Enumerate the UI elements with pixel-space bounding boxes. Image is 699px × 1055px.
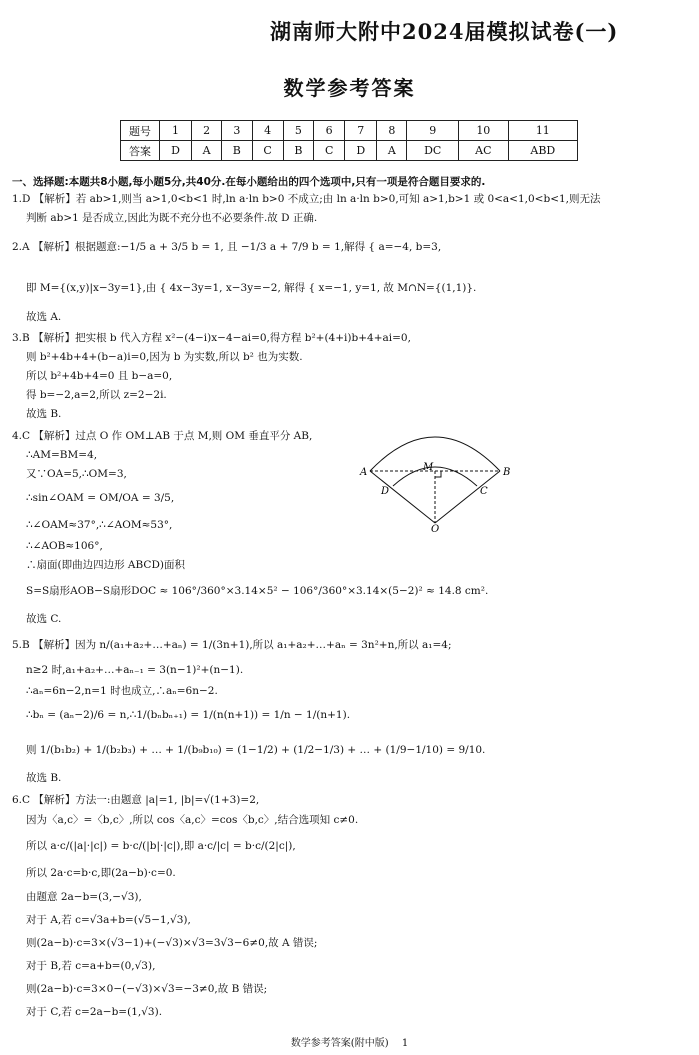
solution-line: 则 b²+4b+4+(b−a)i=0,因为 b 为实数,所以 b² 也为实数.: [26, 351, 303, 363]
table-cell: A: [192, 141, 222, 161]
solution-line: 6.C 【解析】方法一:由题意 |a|=1, |b|=√(1+3)=2,: [12, 794, 260, 806]
table-cell: 2: [192, 121, 222, 141]
solution-line: 得 b=−2,a=2,所以 z=2−2i.: [26, 389, 167, 401]
solution-line: 故选 A.: [26, 311, 62, 323]
label-d: D: [381, 486, 390, 497]
footer-text: 数学参考答案(附中版): [290, 1038, 389, 1049]
table-cell: 3: [222, 121, 252, 141]
table-cell: 4: [252, 121, 283, 141]
table-cell: C: [252, 141, 283, 161]
answer-table: [120, 120, 578, 161]
solution-line: 所以 b²+4b+4=0 且 b−a=0,: [26, 370, 173, 382]
table-cell: 5: [283, 121, 313, 141]
section-heading: 一、选择题:本题共8小题,每小题5分,共40分.在每小题给出的四个选项中,只有一项是符合题目要求的.: [12, 176, 486, 188]
table-cell: D: [345, 141, 377, 161]
page-footer: [0, 1034, 699, 1049]
solution-line: 所以 2a·c=b·c,即(2a−b)·c=0.: [26, 867, 176, 879]
table-cell: C: [314, 141, 345, 161]
solution-line: n≥2 时,a₁+a₂+…+aₙ₋₁ = 3(n−1)²+(n−1).: [26, 664, 244, 676]
row-label-number: 题号: [121, 121, 160, 141]
table-cell: B: [222, 141, 252, 161]
solution-line: 对于 B,若 c=a+b=(0,√3),: [26, 960, 156, 972]
label-m: M: [423, 462, 434, 473]
table-cell: 7: [345, 121, 377, 141]
table-cell: 11: [508, 121, 577, 141]
solution-line: ∴扇面(即曲边四边形 ABCD)面积: [26, 559, 185, 571]
solution-line: 故选 C.: [26, 613, 62, 625]
solution-line: 判断 ab>1 是否成立,因此为既不充分也不必要条件.故 D 正确.: [26, 212, 318, 224]
row-label-answer: 答案: [121, 141, 160, 161]
solution-line: 1.D 【解析】若 ab>1,则当 a>1,0<b<1 时,ln a·ln b>0 不成立;由 ln a·ln b>0,可知 a>1,b>1 或 0<a<1,0<b<1,则无法: [12, 193, 601, 205]
solution-line: 2.A 【解析】根据题意:−1/5 a + 3/5 b = 1, 且 −1/3 a + 7/9 b = 1,解得 { a=−4, b=3,: [12, 241, 442, 253]
solution-line: 4.C 【解析】过点 O 作 OM⊥AB 于点 M,则 OM 垂直平分 AB,: [12, 430, 313, 442]
table-cell: 6: [314, 121, 345, 141]
solution-line: 则(2a−b)·c=3×(√3−1)+(−√3)×√3=3√3−6≠0,故 A 错误;: [26, 937, 318, 949]
solution-line: ∴sin∠OAM = OM/OA = 3/5,: [26, 492, 175, 504]
solution-line: 故选 B.: [26, 408, 62, 420]
solution-line: 则 1/(b₁b₂) + 1/(b₂b₃) + … + 1/(b₉b₁₀) = (1−1/2) + (1/2−1/3) + … + (1/9−1/10) = 9/10.: [26, 744, 486, 756]
label-a: A: [360, 467, 368, 478]
page-number: 1: [401, 1038, 409, 1049]
table-cell: A: [377, 141, 407, 161]
solution-line: ∴∠AOB≈106°,: [26, 540, 103, 552]
table-cell: 1: [160, 121, 192, 141]
table-cell: 9: [407, 121, 459, 141]
answer-table-answer-row: [121, 141, 578, 161]
solution-line: ∴∠OAM≈37°,∴∠AOM≈53°,: [26, 519, 173, 531]
table-cell: D: [160, 141, 192, 161]
label-o: O: [431, 524, 440, 533]
table-cell: DC: [407, 141, 459, 161]
solution-line: 5.B 【解析】因为 n/(a₁+a₂+…+aₙ) = 1/(3n+1),所以 a₁+a₂+…+aₙ = 3n²+n,所以 a₁=4;: [12, 639, 452, 651]
solution-line: 3.B 【解析】把实根 b 代入方程 x²−(4−i)x−4−ai=0,得方程 b²+(4+i)b+4+ai=0,: [12, 332, 411, 344]
table-cell: B: [283, 141, 313, 161]
solution-line: ∴bₙ = (aₙ−2)/6 = n,∴1/(bₙbₙ₊₁) = 1/(n(n+1)) = 1/n − 1/(n+1).: [26, 709, 351, 721]
label-b: B: [503, 467, 511, 478]
solution-line: ∴AM=BM=4,: [26, 449, 98, 461]
solution-line: 又∵OA=5,∴OM=3,: [26, 468, 127, 480]
solution-line: 对于 A,若 c=√3a+b=(√5−1,√3),: [26, 914, 191, 926]
document-subtitle: 数学参考答案: [283, 76, 416, 100]
solution-line: 即 M={(x,y)|x−3y=1},由 { 4x−3y=1, x−3y=−2, 解得 { x=−1, y=1, 故 M∩N={(1,1)}.: [26, 282, 477, 294]
answer-table-number-row: [121, 121, 578, 141]
table-cell: ABD: [508, 141, 577, 161]
fan-diagram: [355, 428, 525, 533]
outer-arc: [370, 437, 500, 471]
table-cell: AC: [459, 141, 509, 161]
solution-line: 对于 C,若 c=2a−b=(1,√3).: [26, 1006, 163, 1018]
label-c: C: [480, 486, 488, 497]
table-cell: 10: [459, 121, 509, 141]
solution-line: 故选 B.: [26, 772, 62, 784]
solution-line: 因为〈a,c〉=〈b,c〉,所以 cos〈a,c〉=cos〈b,c〉,结合选项知 c≠0.: [26, 814, 359, 826]
right-angle-mark: [435, 471, 441, 477]
solution-line: 则(2a−b)·c=3×0−(−√3)×√3=−3≠0,故 B 错误;: [26, 983, 268, 995]
solution-line: S=S扇形AOB−S扇形DOC ≈ 106°/360°×3.14×5² − 106°/360°×3.14×(5−2)² ≈ 14.8 cm².: [26, 585, 489, 597]
document-title: 湖南师大附中2024届模拟试卷(一): [270, 19, 619, 44]
solution-line: ∴aₙ=6n−2,n=1 时也成立,∴aₙ=6n−2.: [26, 685, 218, 697]
solution-line: 所以 a·c/(|a|·|c|) = b·c/(|b|·|c|),即 a·c/|c| = b·c/(2|c|),: [26, 840, 296, 852]
table-cell: 8: [377, 121, 407, 141]
solution-line: 由题意 2a−b=(3,−√3),: [26, 891, 142, 903]
